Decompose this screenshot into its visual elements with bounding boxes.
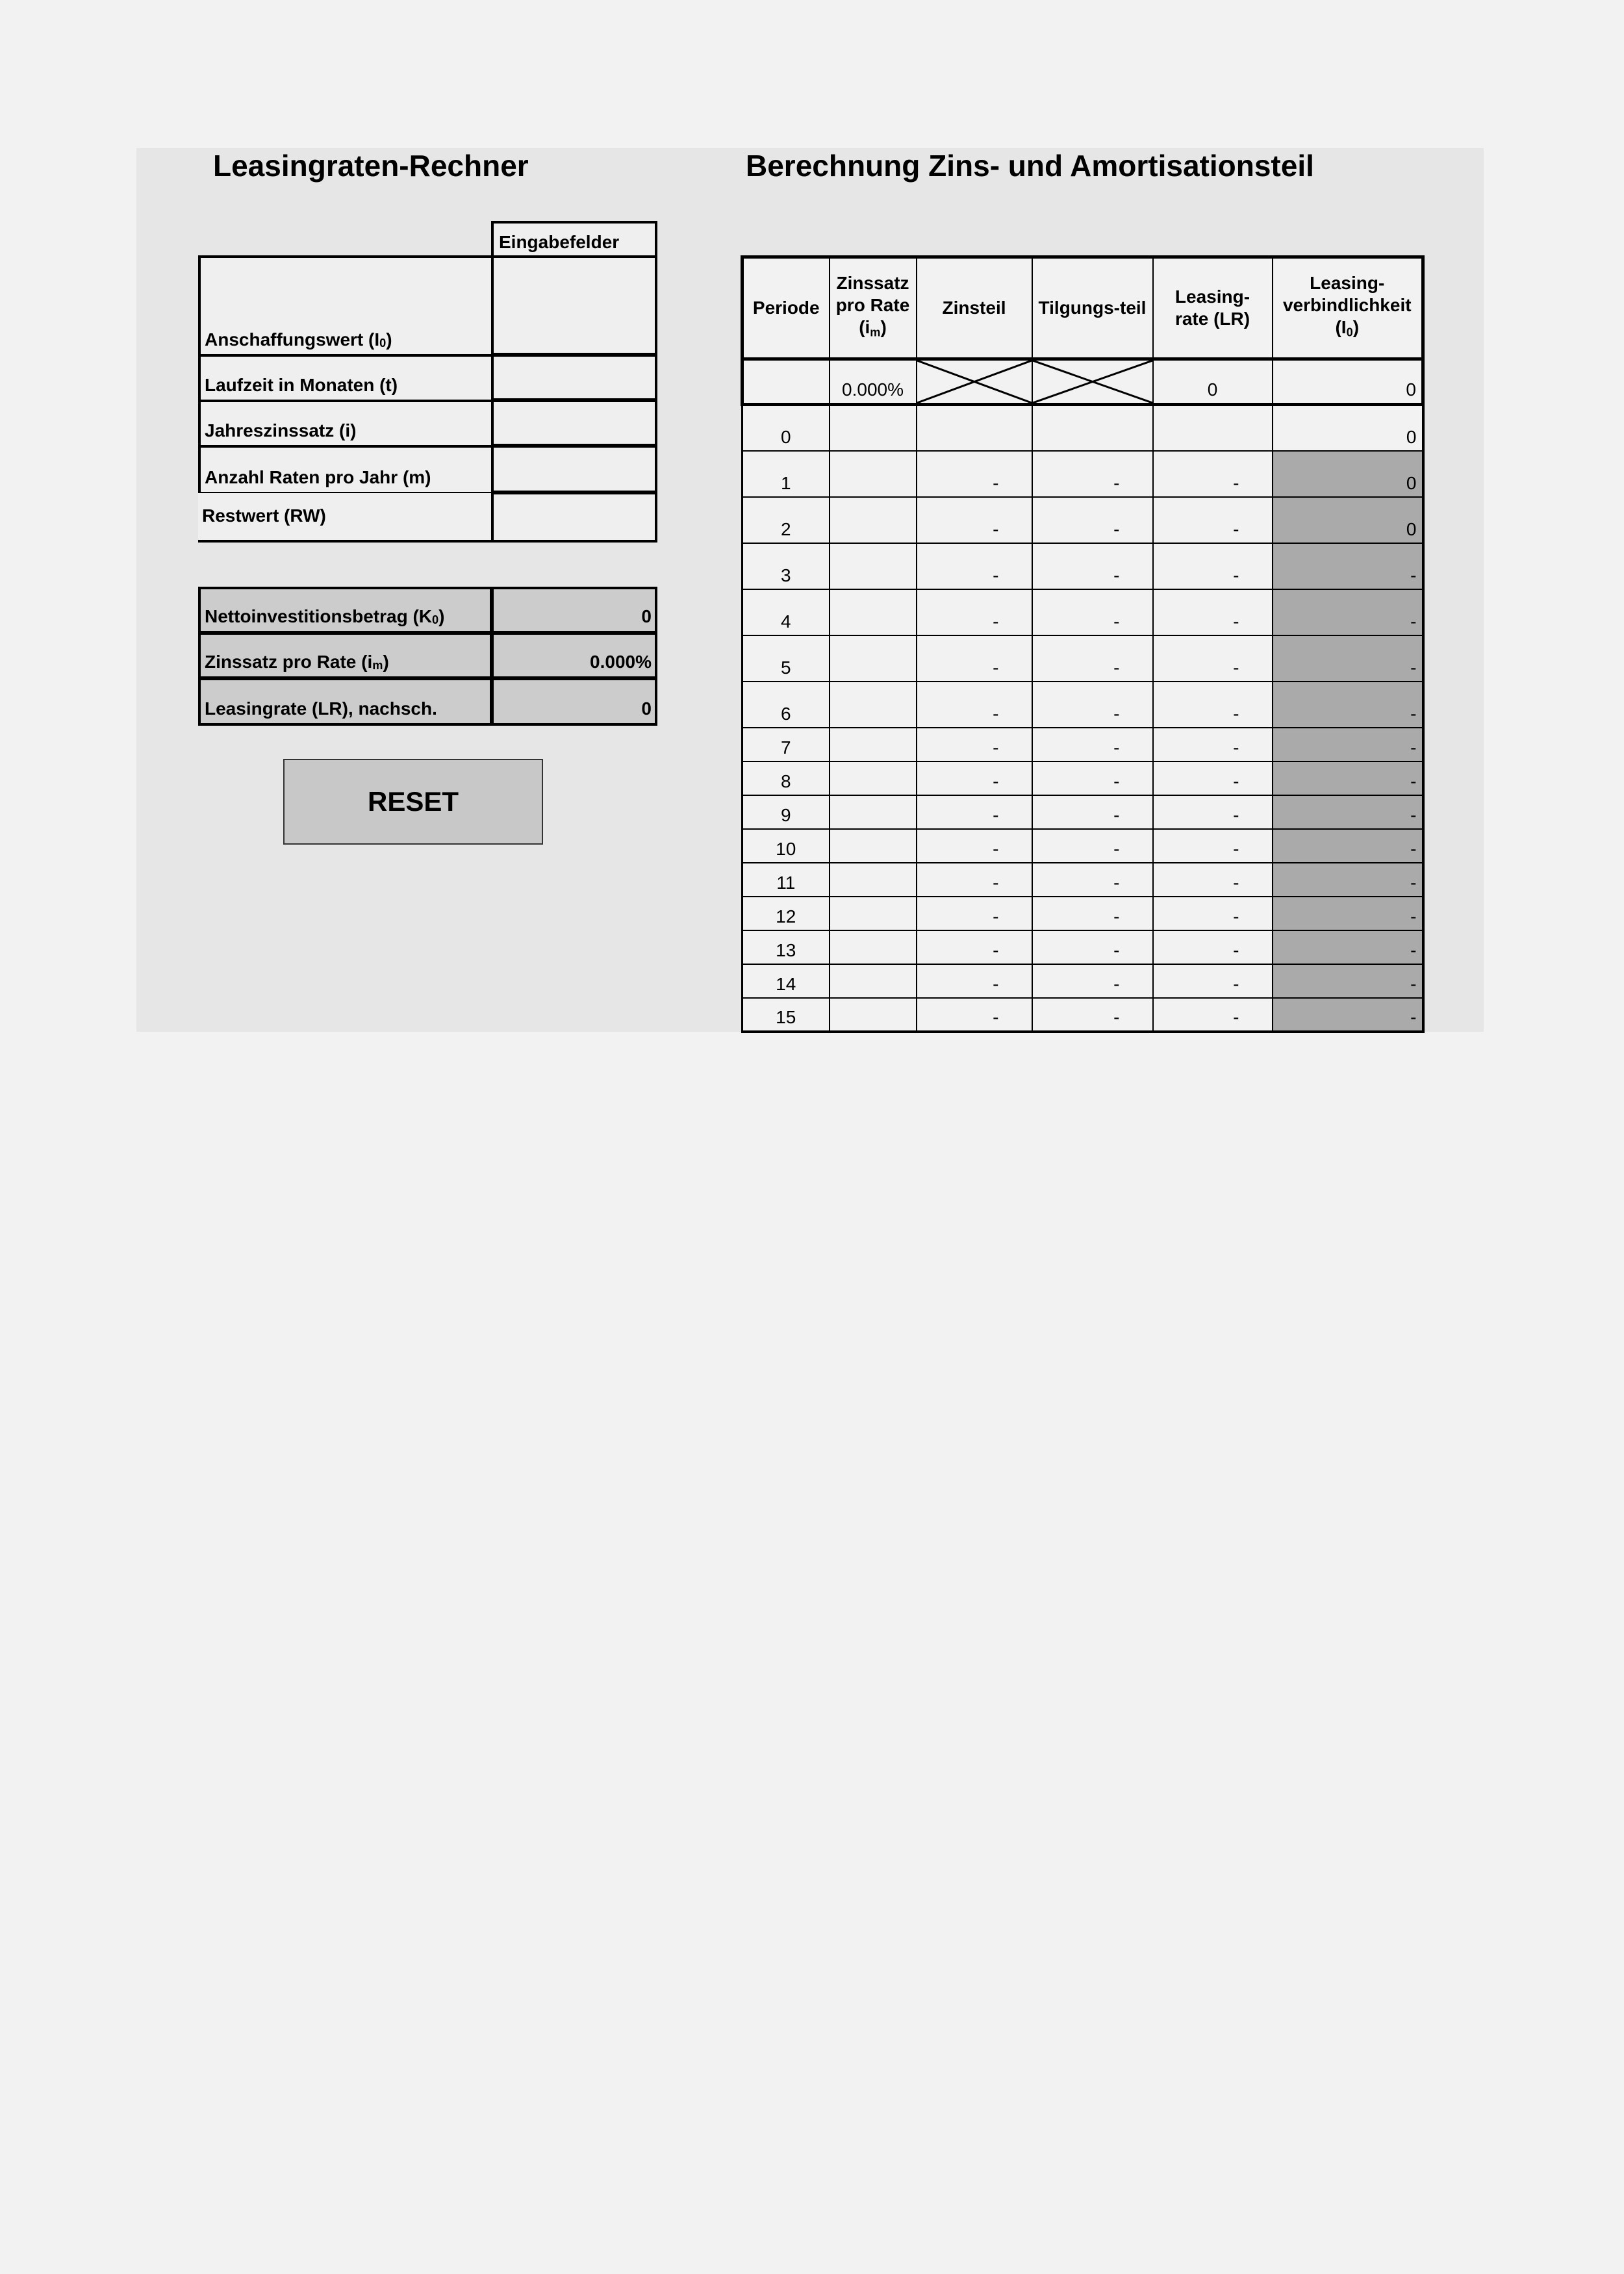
periode-cell: 15 — [742, 998, 830, 1032]
verbindlichkeit-cell: - — [1273, 635, 1423, 682]
laufzeit-input[interactable] — [491, 354, 657, 401]
verbindlichkeit-cell: - — [1273, 728, 1423, 761]
table-row — [742, 795, 1423, 829]
table-row — [742, 964, 1423, 998]
leasingrate-cell: - — [1153, 829, 1273, 863]
periode-cell: 13 — [742, 930, 830, 964]
leasingrate-cell: - — [1153, 451, 1273, 497]
zinssatz-cell — [830, 635, 917, 682]
output-label-zinssatz-pro-rate: Zinssatz pro Rate (i m ) — [198, 632, 492, 679]
restwert-input[interactable] — [491, 492, 657, 543]
leasingrate-cell: - — [1153, 964, 1273, 998]
table-row — [742, 897, 1423, 930]
initial-verbindlichkeit-cell: 0 — [1273, 359, 1423, 405]
zinssatz-cell — [830, 795, 917, 829]
tilgungsteil-cell: - — [1032, 897, 1153, 930]
header-leasingverbindlichkeit: Leasing- verbindlichkeit $(I_0)$ — [1273, 257, 1423, 359]
zinsteil-cell: - — [917, 635, 1032, 682]
zinssatz-cell — [830, 897, 917, 930]
periode-cell: 10 — [742, 829, 830, 863]
periode-cell: 14 — [742, 964, 830, 998]
header-zinssatz: Zinssatz pro Rate $(i_m)$ — [830, 257, 917, 359]
anzahl-raten-input[interactable] — [491, 445, 657, 493]
leasingrate-cell: - — [1153, 930, 1273, 964]
crossed-out-cell-tilgungsteil — [1032, 359, 1153, 405]
zinsteil-cell: - — [917, 998, 1032, 1032]
zinssatz-pro-rate-value: 0.000% — [491, 632, 657, 679]
tilgungsteil-cell — [1032, 405, 1153, 451]
crossed-out-cell-zinsteil — [917, 359, 1032, 405]
tilgungsteil-cell: - — [1032, 497, 1153, 543]
cross-mark-icon — [1033, 361, 1152, 403]
reset-button[interactable]: RESET — [283, 759, 543, 845]
leasingrate-cell: - — [1153, 497, 1273, 543]
tilgungsteil-cell: - — [1032, 964, 1153, 998]
leasingrate-value: 0 — [491, 678, 657, 726]
periode-cell: 11 — [742, 863, 830, 897]
zinssatz-cell — [830, 497, 917, 543]
periode-cell: 7 — [742, 728, 830, 761]
verbindlichkeit-cell: - — [1273, 964, 1423, 998]
leasingrate-cell: - — [1153, 998, 1273, 1032]
schedule-title: Berechnung Zins- und Amortisationsteil — [746, 149, 1314, 183]
zinsteil-cell: - — [917, 795, 1032, 829]
leasingrate-cell: - — [1153, 635, 1273, 682]
table-row — [742, 405, 1423, 451]
anschaffungswert-input[interactable] — [491, 255, 657, 355]
zinsteil-cell: - — [917, 682, 1032, 728]
table-header-row — [742, 257, 1423, 359]
input-label-laufzeit: Laufzeit in Monaten (t) — [198, 355, 492, 401]
periode-cell: 2 — [742, 497, 830, 543]
amortization-table — [741, 255, 1425, 1033]
zinsteil-cell: - — [917, 897, 1032, 930]
periode-cell: 8 — [742, 761, 830, 795]
zinssatz-cell — [830, 863, 917, 897]
zinssatz-cell — [830, 451, 917, 497]
output-label-nettoinvestition: Nettoinvestitionsbetrag (K 0 ) — [198, 587, 492, 633]
header-leasingrate: Leasing- rate (LR) — [1153, 257, 1273, 359]
verbindlichkeit-cell: - — [1273, 897, 1423, 930]
input-label-anzahl-raten: Anzahl Raten pro Jahr (m) — [198, 446, 492, 493]
leasingrate-cell: - — [1153, 863, 1273, 897]
zinsteil-cell: - — [917, 761, 1032, 795]
zinssatz-cell — [830, 998, 917, 1032]
table-row — [742, 682, 1423, 728]
periode-cell: 4 — [742, 589, 830, 635]
zinssatz-cell — [830, 728, 917, 761]
tilgungsteil-cell: - — [1032, 682, 1153, 728]
zinsteil-cell: - — [917, 964, 1032, 998]
input-fields-header: Eingabefelder — [491, 221, 657, 256]
initial-leasingrate-cell: 0 — [1153, 359, 1273, 405]
verbindlichkeit-cell: - — [1273, 930, 1423, 964]
zinsteil-cell: - — [917, 451, 1032, 497]
table-row — [742, 635, 1423, 682]
tilgungsteil-cell: - — [1032, 863, 1153, 897]
zinssatz-cell — [830, 589, 917, 635]
leasingrate-cell: - — [1153, 897, 1273, 930]
leasingrate-cell: - — [1153, 682, 1273, 728]
input-label-anschaffungswert: Anschaffungswert (I 0 ) — [198, 255, 492, 355]
verbindlichkeit-cell: 0 — [1273, 497, 1423, 543]
periode-cell: 5 — [742, 635, 830, 682]
leasingrate-cell — [1153, 405, 1273, 451]
periode-cell: 1 — [742, 451, 830, 497]
zinsteil-cell — [917, 405, 1032, 451]
zinssatz-cell — [830, 930, 917, 964]
zinsteil-cell: - — [917, 863, 1032, 897]
tilgungsteil-cell: - — [1032, 998, 1153, 1032]
initial-zinssatz-cell: 0.000% — [830, 359, 917, 405]
initial-row — [742, 359, 1423, 405]
periode-cell: 3 — [742, 543, 830, 589]
verbindlichkeit-cell: - — [1273, 761, 1423, 795]
nettoinvestition-value: 0 — [491, 587, 657, 633]
table-row — [742, 930, 1423, 964]
table-row — [742, 761, 1423, 795]
tilgungsteil-cell: - — [1032, 829, 1153, 863]
zinssatz-cell — [830, 761, 917, 795]
tilgungsteil-cell: - — [1032, 728, 1153, 761]
tilgungsteil-cell: - — [1032, 451, 1153, 497]
tilgungsteil-cell: - — [1032, 635, 1153, 682]
periode-cell: 9 — [742, 795, 830, 829]
leasingrate-cell: - — [1153, 589, 1273, 635]
table-row — [742, 728, 1423, 761]
periode-cell: 0 — [742, 405, 830, 451]
verbindlichkeit-cell: - — [1273, 795, 1423, 829]
jahreszinssatz-input[interactable] — [491, 400, 657, 446]
header-zinsteil: Zinsteil — [917, 257, 1032, 359]
verbindlichkeit-cell: - — [1273, 863, 1423, 897]
zinsteil-cell: - — [917, 543, 1032, 589]
input-label-jahreszinssatz: Jahreszinssatz (i) — [198, 401, 492, 446]
table-row — [742, 451, 1423, 497]
zinsteil-cell: - — [917, 589, 1032, 635]
calculator-title: Leasingraten-Rechner — [213, 149, 529, 183]
input-label-restwert: Restwert (RW) — [198, 493, 492, 543]
periode-cell: 6 — [742, 682, 830, 728]
verbindlichkeit-cell: - — [1273, 589, 1423, 635]
leasingrate-cell: - — [1153, 761, 1273, 795]
zinssatz-cell — [830, 682, 917, 728]
cross-mark-icon — [917, 361, 1032, 403]
table-row — [742, 497, 1423, 543]
header-periode: Periode — [742, 257, 830, 359]
tilgungsteil-cell: - — [1032, 930, 1153, 964]
table-row — [742, 589, 1423, 635]
leasingrate-cell: - — [1153, 795, 1273, 829]
verbindlichkeit-cell: - — [1273, 998, 1423, 1032]
verbindlichkeit-cell: - — [1273, 543, 1423, 589]
leasingrate-cell: - — [1153, 728, 1273, 761]
zinsteil-cell: - — [917, 728, 1032, 761]
output-label-leasingrate: Leasingrate (LR), nachsch. — [198, 678, 492, 726]
verbindlichkeit-cell: 0 — [1273, 405, 1423, 451]
zinsteil-cell: - — [917, 829, 1032, 863]
tilgungsteil-cell: - — [1032, 589, 1153, 635]
table-row — [742, 543, 1423, 589]
zinssatz-cell — [830, 964, 917, 998]
zinsteil-cell: - — [917, 930, 1032, 964]
table-row — [742, 998, 1423, 1032]
zinssatz-cell — [830, 829, 917, 863]
initial-periode-cell — [742, 359, 830, 405]
verbindlichkeit-cell: - — [1273, 682, 1423, 728]
zinssatz-cell — [830, 543, 917, 589]
table-row — [742, 863, 1423, 897]
verbindlichkeit-cell: 0 — [1273, 451, 1423, 497]
periode-cell: 12 — [742, 897, 830, 930]
tilgungsteil-cell: - — [1032, 795, 1153, 829]
verbindlichkeit-cell: - — [1273, 829, 1423, 863]
zinssatz-cell — [830, 405, 917, 451]
tilgungsteil-cell: - — [1032, 543, 1153, 589]
header-tilgungsteil: Tilgungs-teil — [1032, 257, 1153, 359]
tilgungsteil-cell: - — [1032, 761, 1153, 795]
zinsteil-cell: - — [917, 497, 1032, 543]
table-row — [742, 829, 1423, 863]
leasingrate-cell: - — [1153, 543, 1273, 589]
